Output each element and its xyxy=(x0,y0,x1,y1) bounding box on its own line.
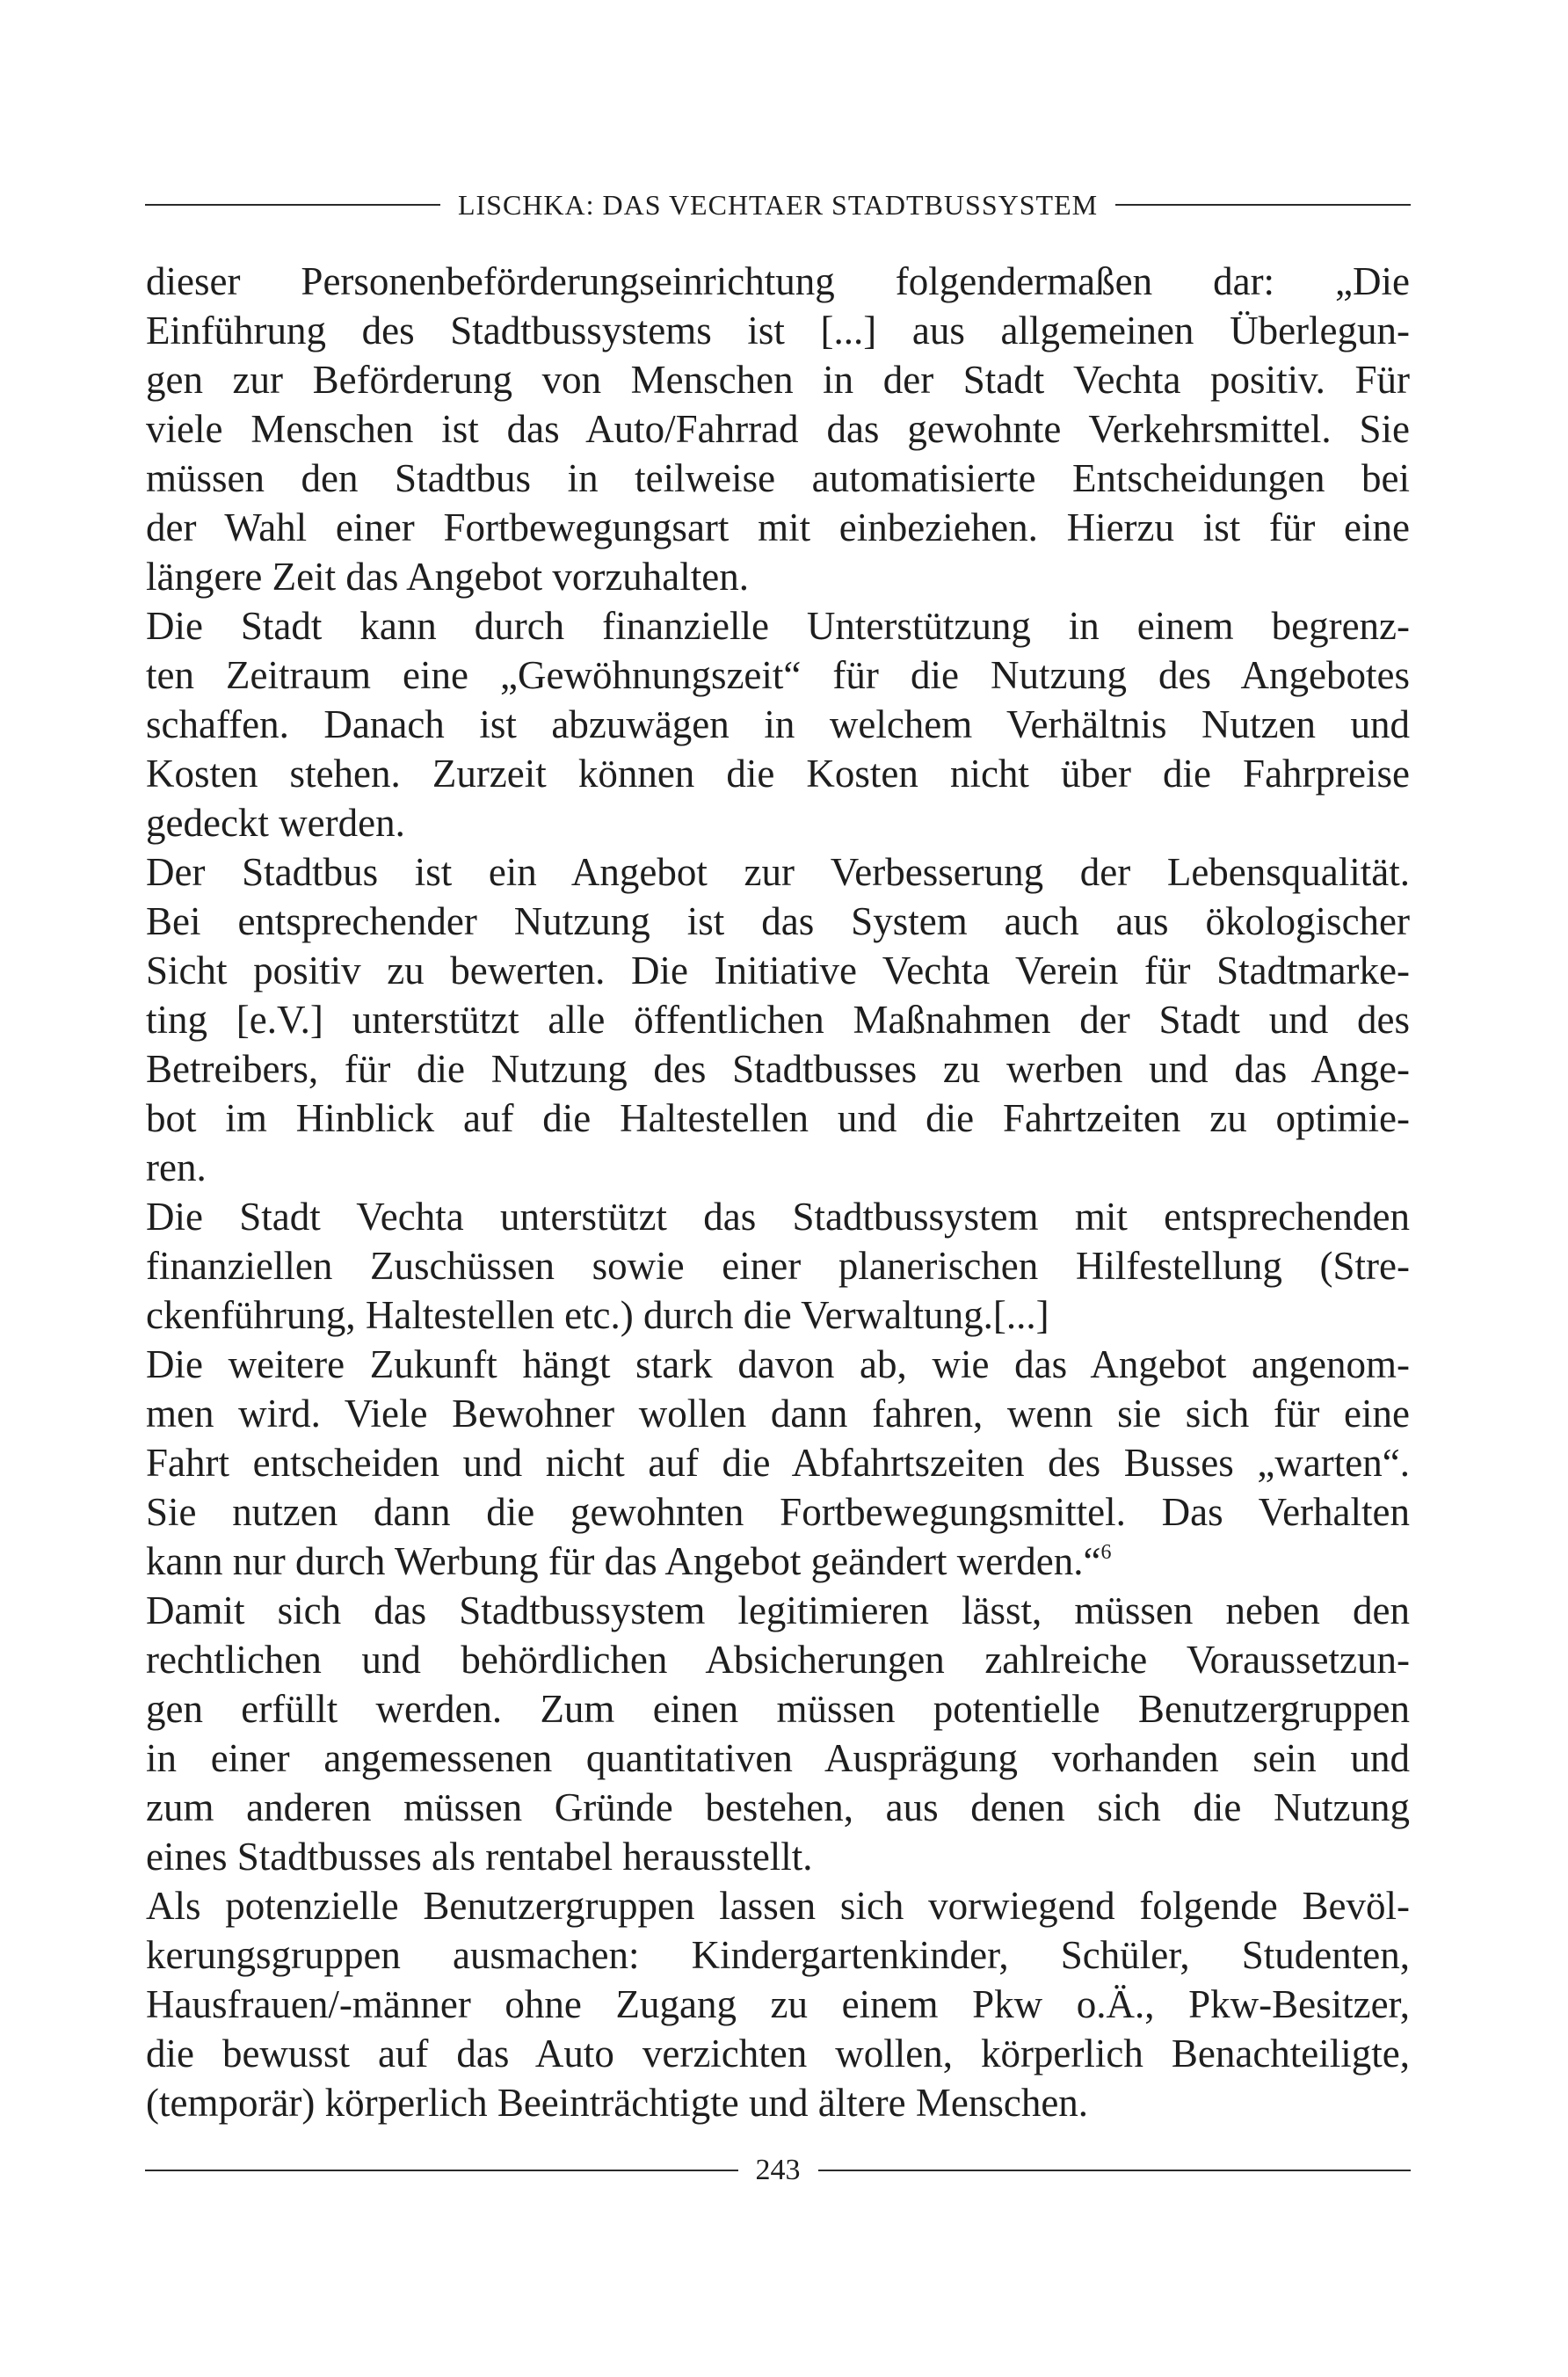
text-line: Damit sich das Stadtbussystem legitimieren lässt, müssen neben den xyxy=(146,1588,1410,1632)
running-footer xyxy=(145,2150,1411,2191)
text-line: (temporär) körperlich Beeinträchtigte und ältere Menschen. xyxy=(146,2081,1089,2125)
text-line: Sicht positiv zu bewerten. Die Initiative Vechta Verein für Stadtmarke- xyxy=(146,949,1410,992)
text-line: viele Menschen ist das Auto/Fahrrad das gewohnte Verkehrsmittel. Sie xyxy=(146,407,1410,451)
text-line: Die Stadt Vechta unterstützt das Stadtbussystem mit entsprechenden xyxy=(146,1195,1410,1239)
running-header-title: LISCHKA: DAS VECHTAER STADTBUSSYSTEM xyxy=(457,188,1099,221)
paragraph xyxy=(146,1340,1410,1586)
text-line: Sie nutzen dann die gewohnten Fortbewegungsmittel. Das Verhalten xyxy=(146,1490,1410,1534)
text-line: Bei entsprechender Nutzung ist das System auch aus ökologischer xyxy=(146,899,1410,943)
text-line: Betreibers, für die Nutzung des Stadtbusses zu werben und das Ange- xyxy=(146,1047,1410,1091)
text-line: Einführung des Stadtbussystems ist [...] aus allgemeinen Überlegun- xyxy=(146,309,1410,353)
text-line: gen zur Beförderung von Menschen in der Stadt Vechta positiv. Für xyxy=(146,358,1410,402)
text-line: Hausfrauen/-männer ohne Zugang zu einem Pkw o.Ä., Pkw-Besitzer, xyxy=(146,1982,1410,2026)
paragraph xyxy=(146,601,1410,847)
text-line: Die weitere Zukunft hängt stark davon ab, wie das Angebot angenom- xyxy=(146,1342,1410,1386)
text-line: in einer angemessenen quantitativen Ausprägung vorhanden sein und xyxy=(146,1736,1410,1780)
text-line: Die Stadt kann durch finanzielle Unterstützung in einem begrenz- xyxy=(146,604,1410,648)
text-line: die bewusst auf das Auto verzichten wollen, körperlich Benachteiligte, xyxy=(146,2032,1410,2075)
paragraph xyxy=(146,847,1410,1192)
footnote-reference: 6 xyxy=(1100,1541,1112,1564)
footer-rule-left xyxy=(145,2170,738,2171)
text-line: ckenführung, Haltestellen etc.) durch die Verwaltung.[...] xyxy=(146,1293,1049,1337)
text-line: dieser Personenbeförderungseinrichtung folgendermaßen dar: „Die xyxy=(146,259,1410,303)
text-line: der Wahl einer Fortbewegungsart mit einbeziehen. Hierzu ist für eine xyxy=(146,505,1410,549)
text-line: müssen den Stadtbus in teilweise automatisierte Entscheidungen bei xyxy=(146,456,1410,500)
text-line: finanziellen Zuschüssen sowie einer planerischen Hilfestellung (Stre- xyxy=(146,1244,1410,1288)
text-line: ren. xyxy=(146,1145,207,1189)
text-line: bot im Hinblick auf die Haltestellen und die Fahrtzeiten zu optimie- xyxy=(146,1096,1410,1140)
text-line: zum anderen müssen Gründe bestehen, aus denen sich die Nutzung xyxy=(146,1785,1410,1829)
text-line: längere Zeit das Angebot vorzuhalten. xyxy=(146,555,750,599)
paragraph xyxy=(146,1586,1410,1881)
paragraph xyxy=(146,1192,1410,1340)
paragraph xyxy=(146,1881,1410,2127)
header-rule-right xyxy=(1115,204,1411,206)
text-line: Kosten stehen. Zurzeit können die Kosten nicht über die Fahrpreise xyxy=(146,752,1410,796)
text-line: Als potenzielle Benutzergruppen lassen sich vorwiegend folgende Bevöl- xyxy=(146,1884,1410,1928)
page-number: 243 xyxy=(755,2154,801,2186)
text-line: schaffen. Danach ist abzuwägen in welchem Verhältnis Nutzen und xyxy=(146,702,1410,746)
text-line-with-footnote xyxy=(146,1537,1410,1586)
text-line: kerungsgruppen ausmachen: Kindergartenkinder, Schüler, Studenten, xyxy=(146,1933,1410,1977)
text-line: rechtlichen und behördlichen Absicherungen zahlreiche Voraussetzun- xyxy=(146,1638,1410,1682)
text-line: ten Zeitraum eine „Gewöhnungszeit“ für die Nutzung des Angebotes xyxy=(146,653,1410,697)
text-line: gen erfüllt werden. Zum einen müssen potentielle Benutzergruppen xyxy=(146,1687,1410,1731)
text-line: Fahrt entscheiden und nicht auf die Abfahrtszeiten des Busses „warten“. xyxy=(146,1441,1410,1485)
text-line: gedeckt werden. xyxy=(146,801,405,845)
running-header xyxy=(145,185,1411,225)
header-rule-left xyxy=(145,204,440,206)
text-line: ting [e.V.] unterstützt alle öffentlichen Maßnahmen der Stadt und des xyxy=(146,998,1410,1042)
footer-rule-right xyxy=(818,2170,1412,2171)
text-line: Der Stadtbus ist ein Angebot zur Verbesserung der Lebensqualität. xyxy=(146,850,1410,894)
text-line-content: kann nur durch Werbung für das Angebot geändert werden.“ xyxy=(146,1539,1101,1583)
text-line: eines Stadtbusses als rentabel herausstellt. xyxy=(146,1835,813,1879)
text-line: men wird. Viele Bewohner wollen dann fahren, wenn sie sich für eine xyxy=(146,1392,1410,1436)
body-text xyxy=(146,257,1410,2127)
paragraph xyxy=(146,257,1410,601)
